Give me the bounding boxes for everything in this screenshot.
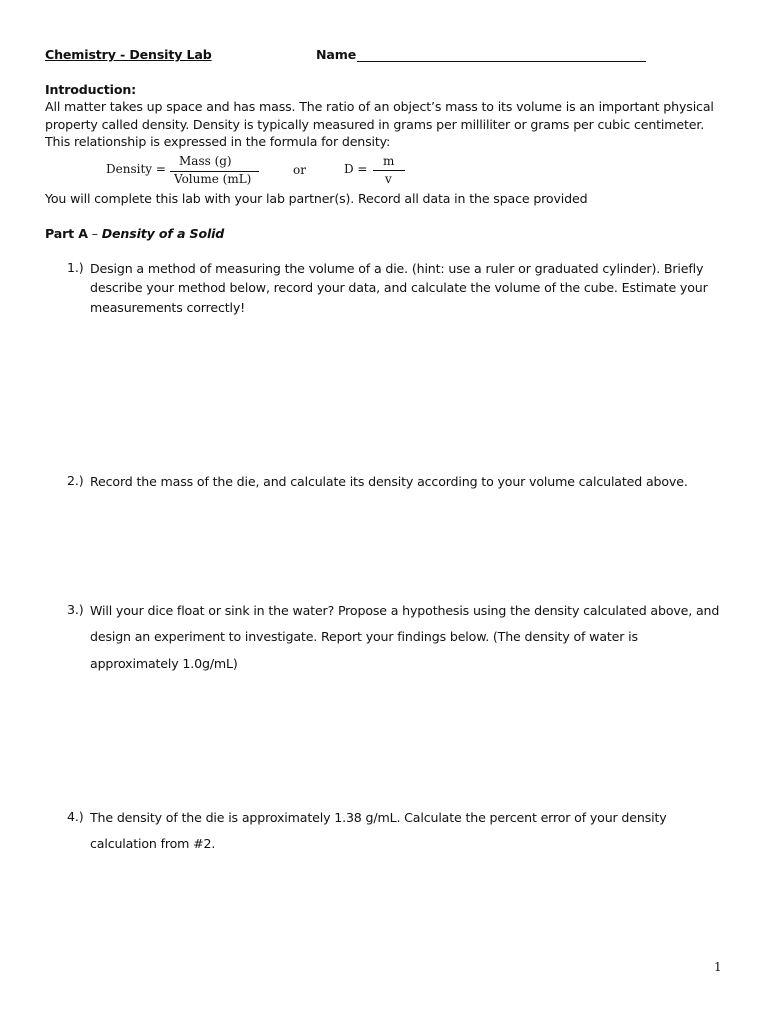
question-number: 2.) bbox=[67, 473, 84, 488]
question-text-line: approximately 1.0g/mL) bbox=[90, 656, 238, 671]
introduction-line: This relationship is expressed in the formula for density: bbox=[45, 134, 391, 149]
formula-denominator-short: v bbox=[385, 172, 392, 186]
question-number: 4.) bbox=[67, 809, 84, 824]
introduction-heading: Introduction: bbox=[45, 82, 137, 97]
part-a-prefix: Part A bbox=[45, 226, 88, 241]
formula-numerator-short: m bbox=[383, 154, 395, 168]
question-number: 3.) bbox=[67, 602, 84, 617]
formula-denominator: Volume (mL) bbox=[174, 172, 252, 186]
part-a-heading bbox=[45, 225, 224, 243]
question-text-line: design an experiment to investigate. Report your findings below. (The density of water is bbox=[90, 629, 638, 644]
question-text-line: describe your method below, record your data, and calculate the volume of the cube. Estimate your bbox=[90, 280, 708, 295]
formula-lhs-short: D = bbox=[344, 162, 368, 176]
question-text-line: The density of the die is approximately 1.38 g/mL. Calculate the percent error of your density bbox=[90, 810, 667, 825]
question-text-line: Record the mass of the die, and calculate its density according to your volume calculated above. bbox=[90, 474, 688, 489]
name-blank-line bbox=[357, 61, 646, 62]
question-text-line: Design a method of measuring the volume of a die. (hint: use a ruler or graduated cylinder). Briefly bbox=[90, 261, 704, 276]
name-label: Name bbox=[316, 47, 357, 62]
introduction-closing: You will complete this lab with your lab partner(s). Record all data in the space provided bbox=[45, 191, 588, 206]
part-a-dash: – bbox=[87, 226, 102, 241]
formula-or: or bbox=[293, 163, 306, 177]
formula-numerator: Mass (g) bbox=[179, 154, 232, 168]
page-number: 1 bbox=[714, 960, 722, 974]
question-text-line: Will your dice float or sink in the water? Propose a hypothesis using the density calculated above, and bbox=[90, 603, 720, 618]
document-title: Chemistry - Density Lab bbox=[45, 47, 212, 62]
question-number: 1.) bbox=[67, 260, 84, 275]
introduction-line: property called density. Density is typically measured in grams per milliliter or grams per cubic centimeter. bbox=[45, 117, 705, 132]
fraction-bar-short bbox=[373, 170, 405, 171]
formula-lhs: Density = bbox=[106, 162, 166, 176]
part-a-title: Density of a Solid bbox=[101, 226, 225, 241]
introduction-line: All matter takes up space and has mass. The ratio of an object’s mass to its volume is an important physical bbox=[45, 99, 714, 114]
question-text-line: calculation from #2. bbox=[90, 836, 216, 851]
question-text-line: measurements correctly! bbox=[90, 300, 246, 315]
